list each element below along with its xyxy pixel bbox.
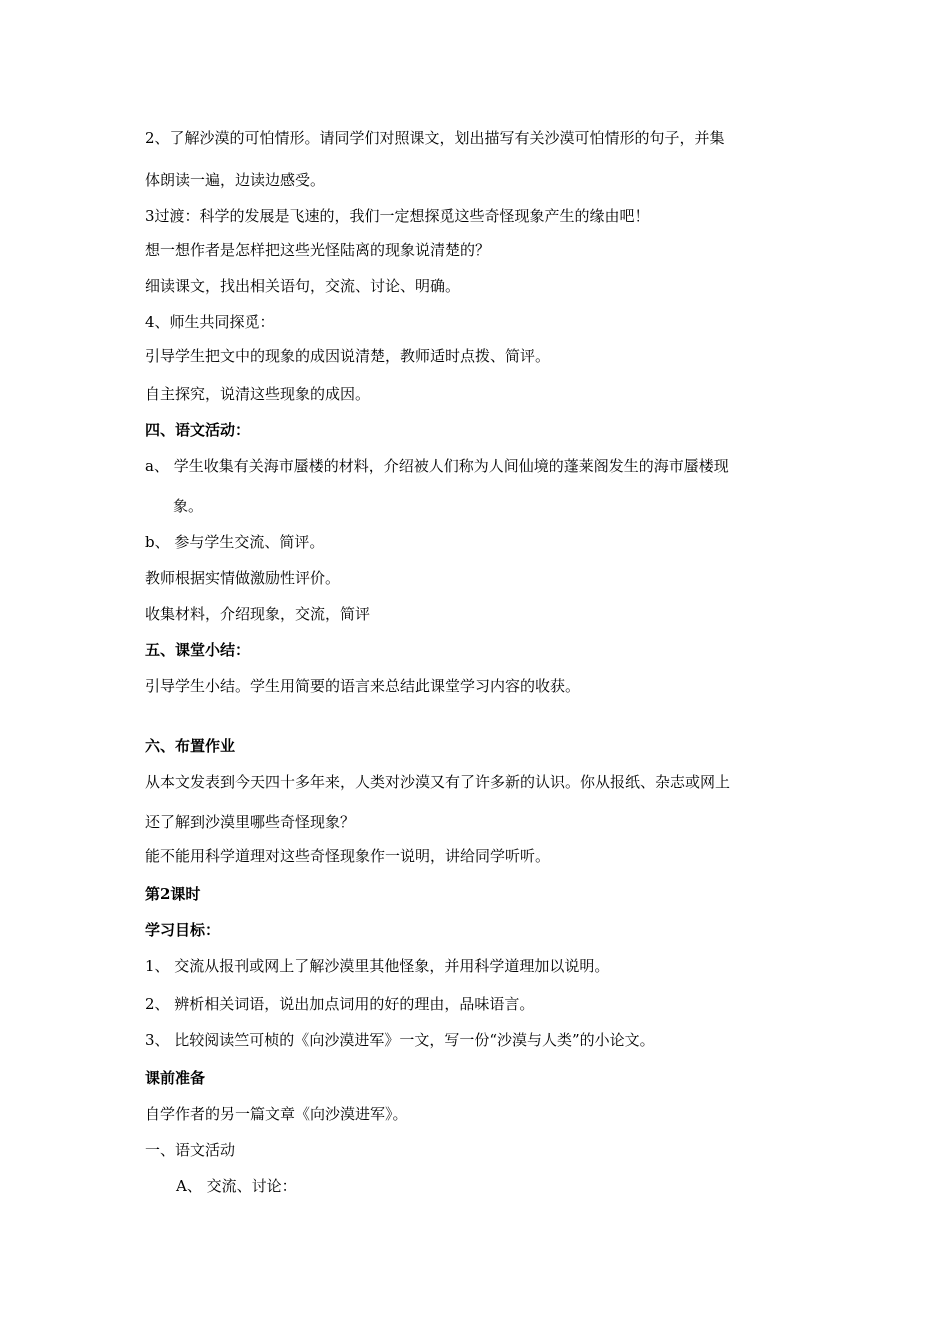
paragraph-line: 细读课文，找出相关语句，交流、讨论、明确。	[145, 277, 461, 295]
section-heading: 五、课堂小结：	[145, 641, 251, 659]
list-item: 1、 交流从报刊或网上了解沙漠里其他怪象，并用科学道理加以说明。	[145, 957, 610, 975]
paragraph-line: 还了解到沙漠里哪些奇怪现象？	[145, 813, 356, 831]
paragraph-line: 能不能用科学道理对这些奇怪现象作一说明，讲给同学听听。	[145, 847, 551, 865]
section-heading: 课前准备	[145, 1069, 206, 1087]
paragraph-line: 引导学生小结。学生用简要的语言来总结此课堂学习内容的收获。	[145, 677, 581, 695]
paragraph-line: 收集材料，介绍现象，交流，简评	[145, 605, 371, 623]
paragraph-line: 想一想作者是怎样把这些光怪陆离的现象说清楚的？	[145, 241, 491, 259]
paragraph-line: 自主探究，说清这些现象的成因。	[145, 385, 371, 403]
section-heading: 一、语文活动	[145, 1141, 236, 1159]
paragraph-line: 引导学生把文中的现象的成因说清楚，教师适时点拨、简评。	[145, 347, 551, 365]
section-heading: 学习目标：	[145, 921, 221, 939]
list-item: b、 参与学生交流、简评。	[145, 533, 325, 551]
paragraph-line: 4、师生共同探觅：	[145, 313, 275, 331]
list-item: a、 学生收集有关海市蜃楼的材料，介绍被人们称为人间仙境的蓬莱阁发生的海市蜃楼现	[145, 457, 729, 475]
paragraph-line: 3过渡：科学的发展是飞速的，我们一定想探觅这些奇怪现象产生的缘由吧！	[145, 207, 650, 225]
paragraph-line: 教师根据实情做激励性评价。	[145, 569, 341, 587]
paragraph-line: 自学作者的另一篇文章《向沙漠进军》。	[145, 1105, 408, 1123]
list-item: A、 交流、讨论：	[176, 1177, 297, 1195]
lesson-heading: 第2课时	[145, 885, 201, 903]
list-item: 2、 辨析相关词语，说出加点词用的好的理由，品味语言。	[145, 995, 535, 1013]
paragraph-line: 体朗读一遍，边读边感受。	[145, 171, 326, 189]
section-heading: 四、语文活动：	[145, 421, 251, 439]
section-heading: 六、布置作业	[145, 737, 236, 755]
paragraph-line: 2、了解沙漠的可怕情形。请同学们对照课文，划出描写有关沙漠可怕情形的句子，并集	[145, 129, 725, 147]
list-item: 3、 比较阅读竺可桢的《向沙漠进军》一文，写一份“沙漠与人类”的小论文。	[145, 1031, 655, 1049]
list-item-continuation: 象。	[173, 497, 204, 515]
paragraph-line: 从本文发表到今天四十多年来，人类对沙漠又有了许多新的认识。你从报纸、杂志或网上	[145, 773, 731, 791]
